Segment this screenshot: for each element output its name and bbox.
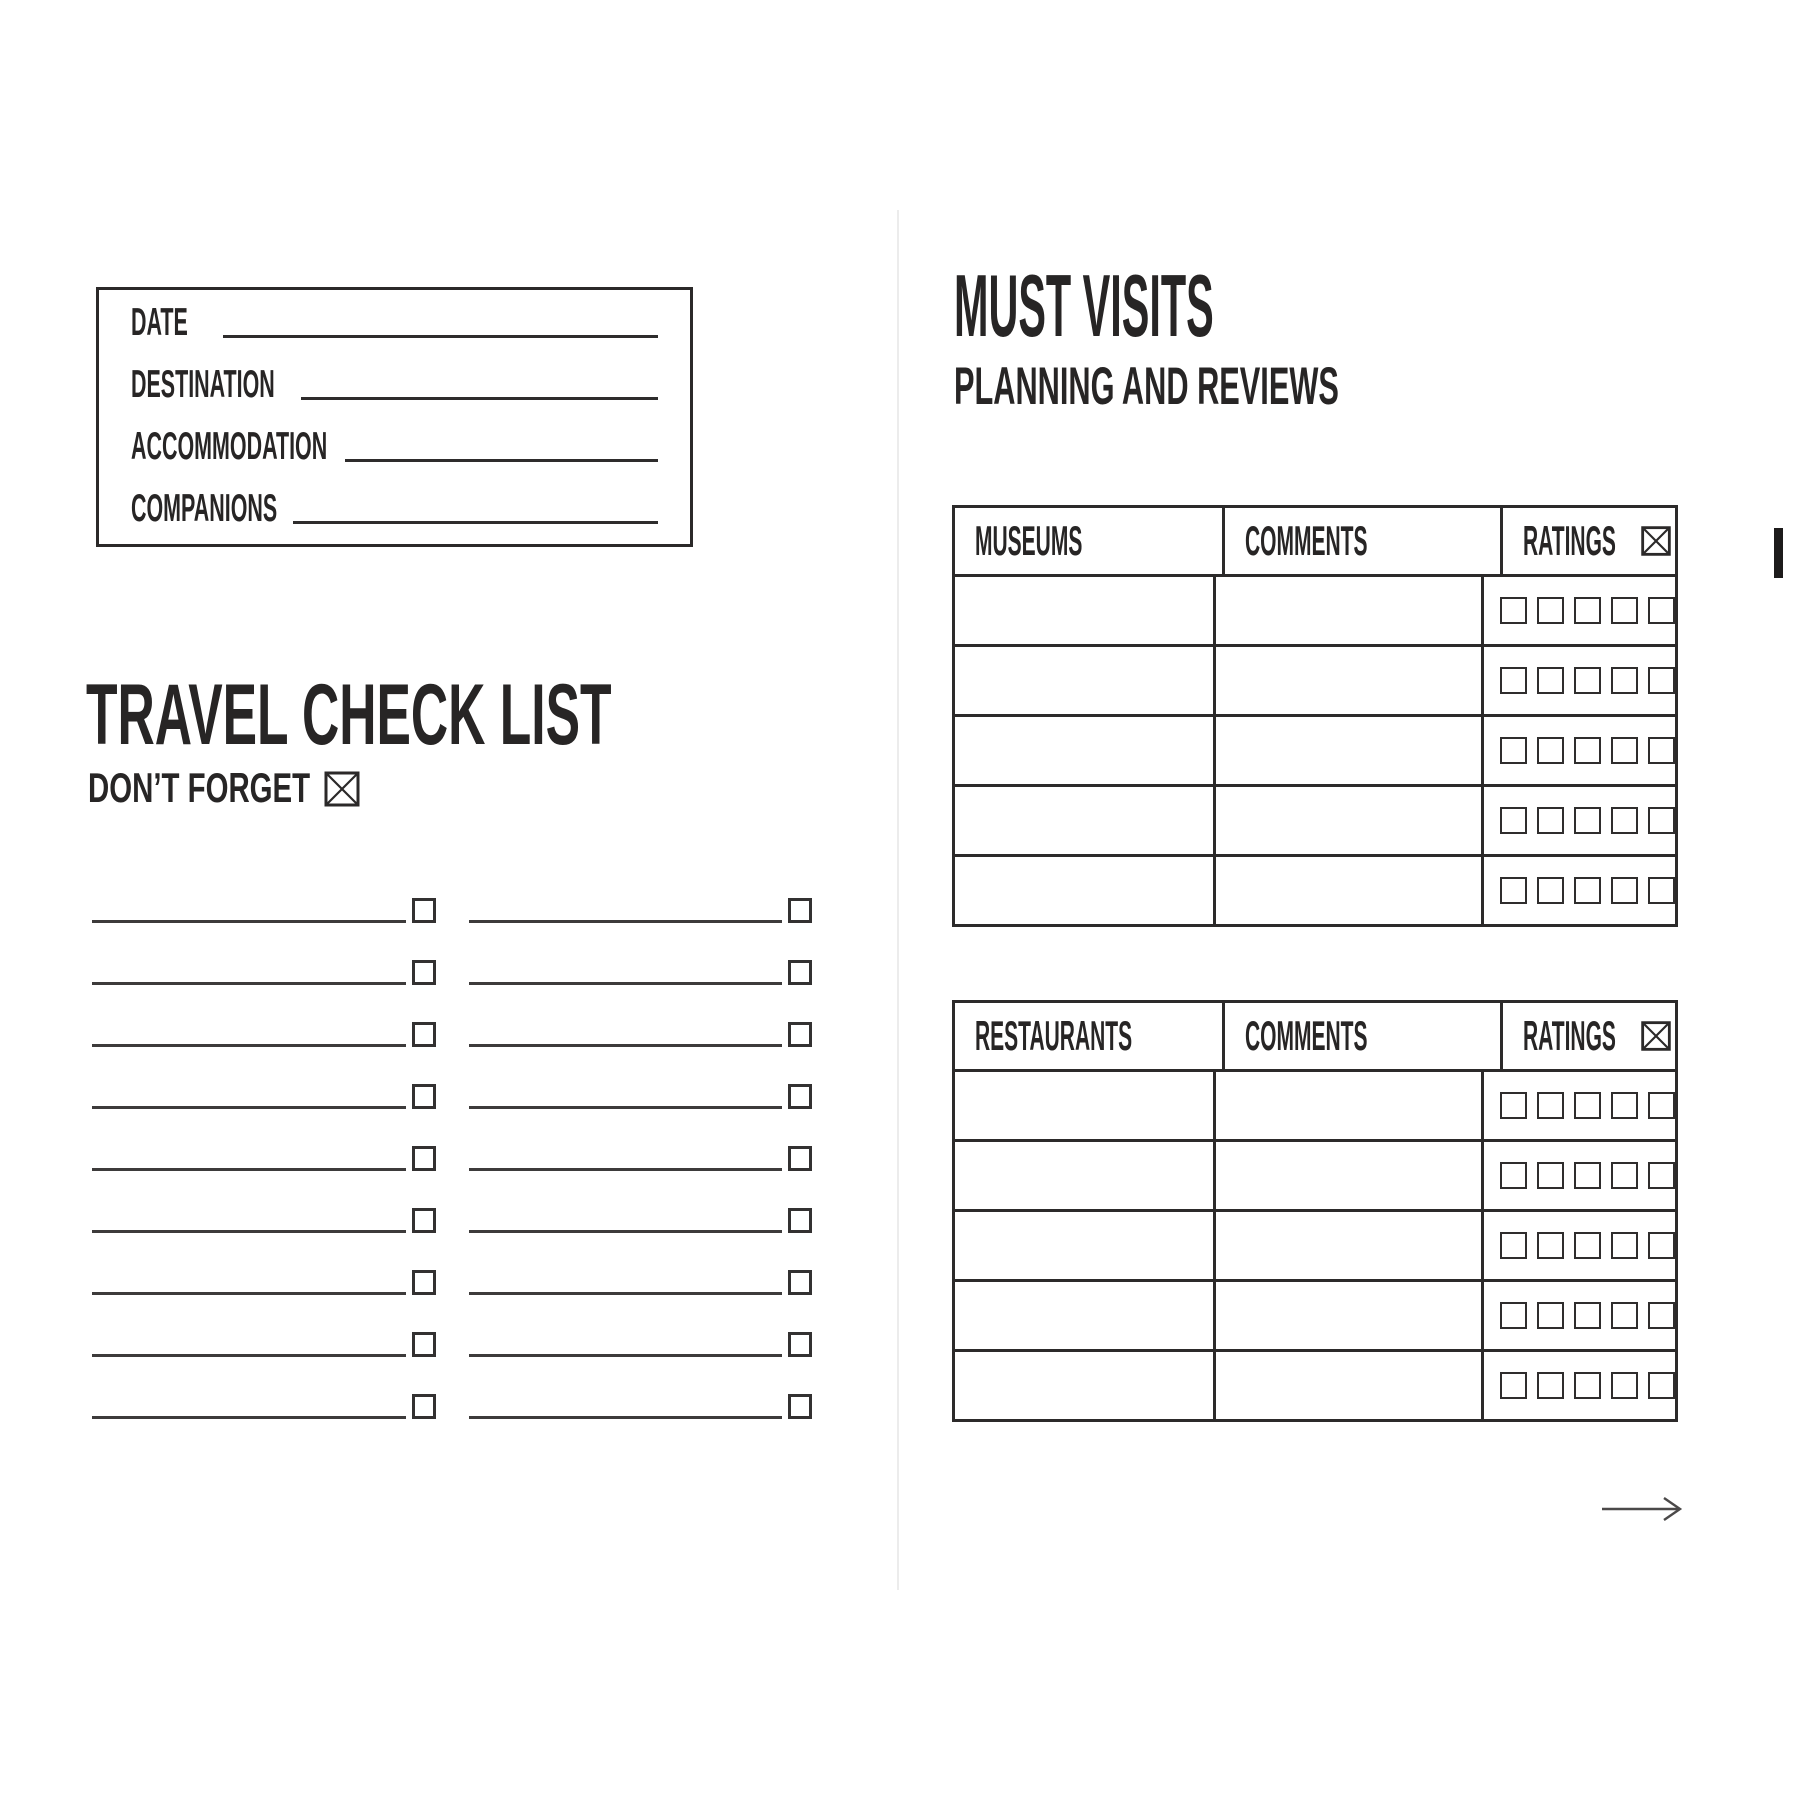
ratings-header-cell <box>1503 1003 1675 1069</box>
rating-checkbox <box>1500 807 1527 834</box>
checklist-blank-line <box>92 1106 406 1110</box>
rating-checkbox <box>1500 1372 1527 1399</box>
info-row-companions <box>131 464 658 530</box>
date-blank-line <box>223 335 658 338</box>
rating-checkbox <box>1500 1092 1527 1119</box>
checklist-title: TRAVEL CHECK LIST <box>86 667 612 763</box>
checklist-blank-line <box>92 1168 406 1172</box>
checklist-blank-line <box>92 1354 406 1358</box>
checkbox-x-icon <box>1641 1021 1671 1051</box>
checklist-blank-line <box>469 920 783 924</box>
checklist-row <box>92 1332 812 1357</box>
table-row <box>955 1349 1675 1419</box>
page-gutter-divider <box>897 210 899 1590</box>
checklist-blank-line <box>469 1168 783 1172</box>
table-empty-cell <box>1216 1142 1484 1209</box>
checklist-blank-line <box>92 1416 406 1420</box>
checklist-blank-line <box>469 1354 783 1358</box>
rating-checkbox <box>1574 1162 1601 1189</box>
rating-checkbox <box>1500 877 1527 904</box>
rating-checkbox <box>1574 1232 1601 1259</box>
checklist-blank-line <box>92 1230 406 1234</box>
rating-checkbox <box>1648 1092 1675 1119</box>
rating-checkbox <box>1574 737 1601 764</box>
table-empty-cell <box>955 1142 1216 1209</box>
checklist-checkbox <box>788 1332 812 1357</box>
checklist-blank-line <box>469 1044 783 1048</box>
table-empty-cell <box>955 647 1216 714</box>
rating-checkbox <box>1611 667 1638 694</box>
rating-checkbox <box>1574 597 1601 624</box>
checklist-checkbox <box>788 1022 812 1047</box>
rating-checkbox <box>1648 737 1675 764</box>
table-ratings-cell <box>1484 1142 1675 1209</box>
table-empty-cell <box>1216 1282 1484 1349</box>
checklist-row <box>92 1208 812 1233</box>
rating-checkbox <box>1611 1302 1638 1329</box>
checklist-checkbox <box>412 960 436 985</box>
checklist-checkbox <box>412 1270 436 1295</box>
checklist-checkbox <box>788 960 812 985</box>
table-ratings-cell <box>1484 647 1675 714</box>
checklist-blank-line <box>469 1230 783 1234</box>
rating-checkbox <box>1537 597 1564 624</box>
info-row-date <box>131 290 658 344</box>
companions-label: COMPANIONS <box>131 487 278 530</box>
table-empty-cell <box>1216 647 1484 714</box>
rating-checkbox <box>1537 737 1564 764</box>
rating-checkbox <box>1500 667 1527 694</box>
rating-checkbox <box>1537 807 1564 834</box>
table-ratings-cell <box>1484 1072 1675 1139</box>
rating-checkbox <box>1648 1162 1675 1189</box>
rating-checkbox <box>1537 1092 1564 1119</box>
rating-checkbox <box>1500 737 1527 764</box>
comments-header-cell <box>1225 1003 1503 1069</box>
rating-checkbox <box>1648 667 1675 694</box>
table-ratings-cell <box>1484 717 1675 784</box>
table-empty-cell <box>1216 1072 1484 1139</box>
table-empty-cell <box>955 717 1216 784</box>
checklist-row <box>92 1022 812 1047</box>
checklist-checkbox <box>412 1394 436 1419</box>
restaurants-header-label: RESTAURANTS <box>975 1012 1133 1059</box>
checklist-checkbox <box>788 1270 812 1295</box>
restaurants-header-cell <box>955 1003 1225 1069</box>
table-empty-cell <box>1216 1352 1484 1419</box>
museums-header-row <box>955 508 1675 574</box>
checklist-checkbox <box>412 1084 436 1109</box>
table-empty-cell <box>955 1072 1216 1139</box>
checklist-rows <box>92 898 812 1456</box>
rating-checkbox <box>1648 1372 1675 1399</box>
table-row <box>955 644 1675 714</box>
table-row <box>955 1279 1675 1349</box>
must-visits-title: MUST VISITS <box>954 256 1214 355</box>
comments-header-label: COMMENTS <box>1245 1012 1368 1059</box>
restaurants-table <box>952 1000 1678 1422</box>
checklist-row <box>92 1394 812 1419</box>
table-row <box>955 1209 1675 1279</box>
checklist-blank-line <box>92 920 406 924</box>
must-visits-subtitle: PLANNING AND REVIEWS <box>954 357 1339 416</box>
rating-checkbox <box>1611 1092 1638 1119</box>
table-empty-cell <box>955 577 1216 644</box>
comments-header-label: COMMENTS <box>1245 517 1368 564</box>
rating-checkbox <box>1537 1372 1564 1399</box>
table-empty-cell <box>1216 787 1484 854</box>
checklist-row <box>92 1146 812 1171</box>
trip-info-box <box>96 287 693 547</box>
checklist-blank-line <box>92 1292 406 1296</box>
accommodation-blank-line <box>345 459 658 462</box>
checklist-checkbox <box>788 1394 812 1419</box>
rating-checkbox <box>1500 1232 1527 1259</box>
table-ratings-cell <box>1484 857 1675 924</box>
rating-checkbox <box>1648 877 1675 904</box>
rating-checkbox <box>1611 737 1638 764</box>
table-empty-cell <box>955 1282 1216 1349</box>
checklist-blank-line <box>469 1292 783 1296</box>
checklist-row <box>92 1270 812 1295</box>
table-ratings-cell <box>1484 1282 1675 1349</box>
table-row <box>955 784 1675 854</box>
rating-checkbox <box>1574 1372 1601 1399</box>
table-row <box>955 1069 1675 1139</box>
table-empty-cell <box>1216 1212 1484 1279</box>
date-label: DATE <box>131 301 188 344</box>
destination-blank-line <box>301 397 658 400</box>
museums-table <box>952 505 1678 927</box>
rating-checkbox <box>1574 807 1601 834</box>
checklist-checkbox <box>412 1022 436 1047</box>
rating-checkbox <box>1537 1302 1564 1329</box>
companions-blank-line <box>293 521 658 524</box>
checklist-checkbox <box>788 898 812 923</box>
rating-checkbox <box>1611 807 1638 834</box>
checklist-row <box>92 960 812 985</box>
info-row-accommodation <box>131 402 658 468</box>
restaurants-header-row <box>955 1003 1675 1069</box>
rating-checkbox <box>1648 807 1675 834</box>
accommodation-label: ACCOMMODATION <box>131 425 328 468</box>
rating-checkbox <box>1574 667 1601 694</box>
rating-checkbox <box>1537 1232 1564 1259</box>
checklist-subtitle-row <box>88 765 360 813</box>
rating-checkbox <box>1500 1302 1527 1329</box>
ratings-header-cell <box>1503 508 1675 574</box>
checklist-row <box>92 898 812 923</box>
checklist-checkbox <box>788 1084 812 1109</box>
page-edge-tab <box>1774 528 1783 578</box>
table-empty-cell <box>955 1212 1216 1279</box>
table-ratings-cell <box>1484 1352 1675 1419</box>
rating-checkbox <box>1611 597 1638 624</box>
table-empty-cell <box>955 857 1216 924</box>
checklist-blank-line <box>92 982 406 986</box>
checklist-checkbox <box>412 898 436 923</box>
checklist-blank-line <box>92 1044 406 1048</box>
rating-checkbox <box>1611 877 1638 904</box>
destination-label: DESTINATION <box>131 363 275 406</box>
comments-header-cell <box>1225 508 1503 574</box>
rating-checkbox <box>1537 1162 1564 1189</box>
rating-checkbox <box>1574 1092 1601 1119</box>
rating-checkbox <box>1574 1302 1601 1329</box>
museums-header-label: MUSEUMS <box>975 517 1083 564</box>
rating-checkbox <box>1648 1302 1675 1329</box>
checklist-checkbox <box>412 1332 436 1357</box>
rating-checkbox <box>1500 1162 1527 1189</box>
ratings-header-label: RATINGS <box>1523 517 1616 564</box>
checklist-checkbox <box>412 1208 436 1233</box>
checklist-blank-line <box>469 1416 783 1420</box>
ratings-header-label: RATINGS <box>1523 1012 1616 1059</box>
table-ratings-cell <box>1484 787 1675 854</box>
rating-checkbox <box>1537 877 1564 904</box>
museums-header-cell <box>955 508 1225 574</box>
checkbox-x-icon <box>1641 526 1671 556</box>
rating-checkbox <box>1611 1162 1638 1189</box>
checklist-blank-line <box>469 982 783 986</box>
table-row <box>955 574 1675 644</box>
checklist-subtitle: DON’T FORGET <box>88 764 311 811</box>
checklist-row <box>92 1084 812 1109</box>
right-arrow-icon <box>1600 1494 1688 1524</box>
rating-checkbox <box>1574 877 1601 904</box>
checklist-blank-line <box>469 1106 783 1110</box>
checkbox-x-icon <box>324 771 360 807</box>
table-empty-cell <box>955 1352 1216 1419</box>
rating-checkbox <box>1648 1232 1675 1259</box>
table-empty-cell <box>955 787 1216 854</box>
checklist-checkbox <box>788 1146 812 1171</box>
rating-checkbox <box>1537 667 1564 694</box>
table-empty-cell <box>1216 717 1484 784</box>
rating-checkbox <box>1500 597 1527 624</box>
table-empty-cell <box>1216 857 1484 924</box>
table-ratings-cell <box>1484 1212 1675 1279</box>
info-row-destination <box>131 340 658 406</box>
table-empty-cell <box>1216 577 1484 644</box>
table-row <box>955 854 1675 924</box>
rating-checkbox <box>1648 597 1675 624</box>
table-row <box>955 1139 1675 1209</box>
checklist-checkbox <box>412 1146 436 1171</box>
table-row <box>955 714 1675 784</box>
rating-checkbox <box>1611 1232 1638 1259</box>
checklist-checkbox <box>788 1208 812 1233</box>
rating-checkbox <box>1611 1372 1638 1399</box>
table-ratings-cell <box>1484 577 1675 644</box>
